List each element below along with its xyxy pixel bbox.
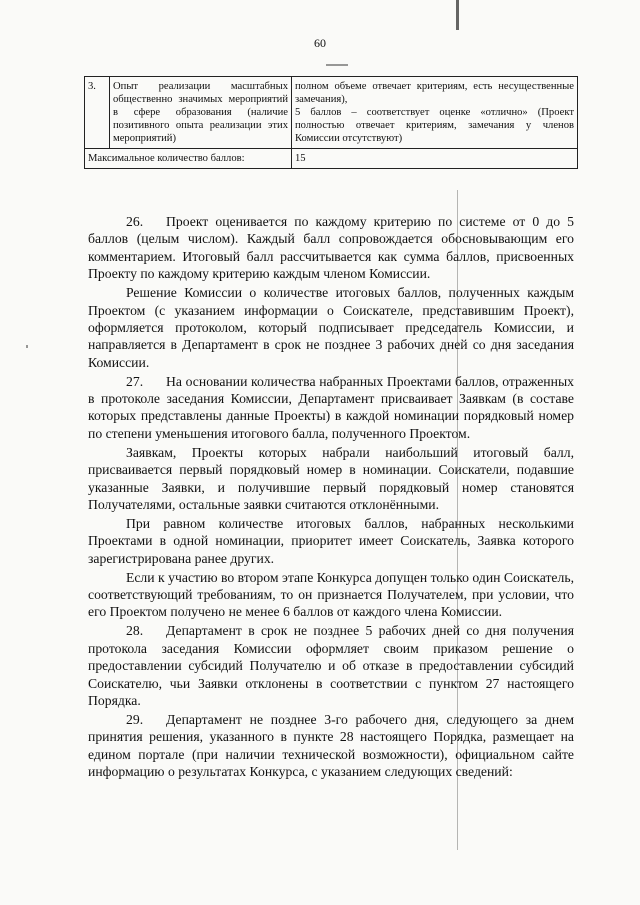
scan-artifact-mid <box>326 64 348 66</box>
criterion-name: Опыт реализации масштабных общественно значимых мероприятий в сфере образования (наличие позитивного опыта реализации этих мероприятий) <box>110 77 292 149</box>
document-body <box>88 213 574 782</box>
table-row-total <box>85 149 578 169</box>
paragraph-28 <box>88 622 574 709</box>
paragraph-27-4 <box>88 569 574 621</box>
scan-artifact-dot <box>26 345 28 348</box>
paragraph-number: 26. <box>126 214 144 229</box>
paragraph-26 <box>88 213 574 283</box>
criterion-description-line2: 5 баллов – соответствует оценке «отлично» (Проект полностью отвечает критериям, замечания у членов Комиссии отсутствуют) <box>295 107 574 144</box>
page-number: 60 <box>314 36 326 50</box>
paragraph-27-3 <box>88 515 574 567</box>
paragraph-text: При равном количестве итоговых баллов, набранных несколькими Проектами в одной номинации, приоритет имеет Соискатель, Заявка которого зарегистрирована ранее других. <box>88 515 574 566</box>
scan-artifact-top <box>456 0 459 30</box>
paragraph-26-2 <box>88 284 574 371</box>
criteria-table <box>84 76 578 169</box>
paragraph-number: 29. <box>126 711 144 727</box>
paragraph-27-2 <box>88 444 574 514</box>
paragraph-text: На основании количества набранных Проектами баллов, отраженных в протоколе заседания Комиссии, Департамент присваивает Заявкам (в составе которых представлены данные Проекты) в каждой номинации порядковый номер по степени уменьшения итогового балла, полученного Проектом. <box>88 373 574 441</box>
paragraph-text: Если к участию во втором этапе Конкурса допущен только один Соискатель, соответствующий требованиям, то он признается Получателем, при условии, что его Проектом получено не менее 6 баллов от каждого члена Комиссии. <box>88 569 574 620</box>
paragraph-27 <box>88 373 574 443</box>
paragraph-text: Заявкам, Проекты которых набрали наибольший итоговый балл, присваивается первый порядковый номер в номинации. Соискатели, подавшие указанные Заявки, и получившие первый порядковый номер становятся Получателями, остальные заявки считаются отклонёнными. <box>88 444 574 512</box>
paragraph-text: Департамент в срок не позднее 5 рабочих дней со дня получения протокола заседания Комиссии оформляет своим приказом решение о предоставлении субсидий Получателю и об отказе в предоставлении субсидий Соискателю, чьи Заявки отклонены в соответствии с пунктом 27 настоящего Порядка. <box>88 623 574 708</box>
paragraph-text: Решение Комиссии о количестве итоговых баллов, полученных каждым Проектом (с указанием информации о Соискателе, представившим Проект), оформляется протоколом, который подписывает председатель Комиссии, и направляется в Департамент в срок не позднее 3 рабочих дней со дня заседания Комиссии. <box>88 285 574 370</box>
total-label: Максимальное количество баллов: <box>85 149 292 169</box>
paragraph-text: Проект оценивается по каждому критерию по системе от 0 до 5 баллов (целым числом). Каждый балл сопровождается обосновывающим его комментарием. Итоговый балл рассчитывается как сумма баллов, присвоенных Проекту по каждому критерию каждым членом Комиссии. <box>88 214 574 282</box>
paragraph-number: 28. <box>126 623 144 639</box>
table-row <box>85 77 578 149</box>
criterion-number: 3. <box>85 77 110 149</box>
paragraph-number: 27. <box>126 373 144 389</box>
paragraph-text: Департамент не позднее 3-го рабочего дня, следующего за днем принятия решения, указанного в пункте 28 настоящего Порядка, размещает на едином портале (при наличии технической возможности), официальном сайте информацию о результатах Конкурса, с указанием следующих сведений: <box>88 711 574 780</box>
criterion-description-line1: полном объеме отвечает критериям, есть несущественные замечания), <box>295 81 574 105</box>
total-value: 15 <box>292 149 578 169</box>
paragraph-29 <box>88 711 574 781</box>
criterion-description <box>292 77 578 149</box>
